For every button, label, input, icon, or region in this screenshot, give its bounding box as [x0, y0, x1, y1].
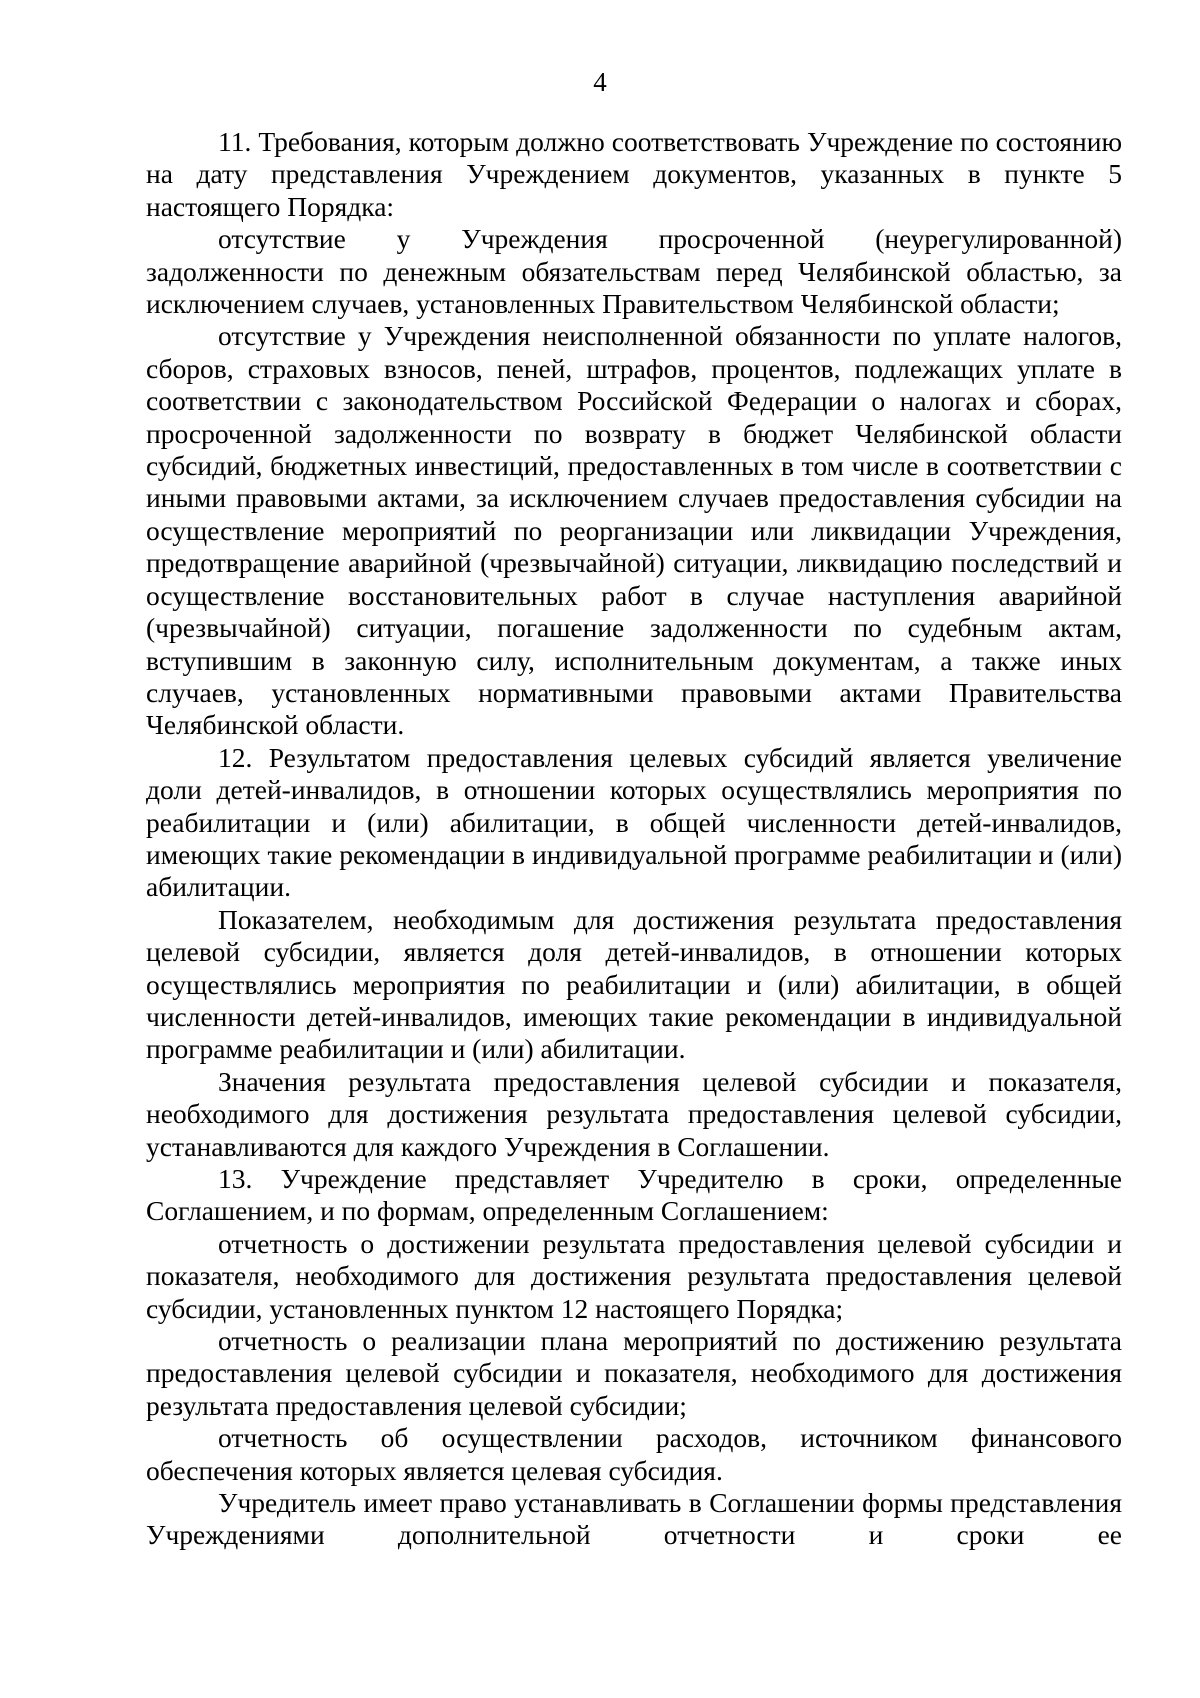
paragraph-report-expenses: отчетность об осуществлении расходов, источником финансового обеспечения которых является целевая субсидия.: [146, 1422, 1122, 1486]
paragraph-12-result: 12. Результатом предоставления целевых субсидий является увеличение доли детей-инвалидов, в отношении которых осуществлялись мероприятия по реабилитации и (или) абилитации, в общей численности детей-инвалидов, имеющих такие рекомендации в индивидуальной программе реабилитации и (или) абилитации.: [146, 741, 1122, 903]
page-number: 4: [593, 67, 607, 97]
paragraph-report-achievement: отчетность о достижении результата предоставления целевой субсидии и показателя, необходимого для достижения результата предоставления целевой субсидии, установленных пунктом 12 настоящего Порядка;: [146, 1227, 1122, 1324]
paragraph-no-unpaid-taxes: отсутствие у Учреждения неисполненной обязанности по уплате налогов, сборов, страховых взносов, пеней, штрафов, процентов, подлежащих уплате в соответствии с законодательством Российской Федерации о налогах и сборах, просроченной задолженности по возврату в бюджет Челябинской области субсидий, бюджетных инвестиций, предоставленных в том числе в соответствии с иными правовыми актами, за исключением случаев предоставления субсидии на осуществление мероприятий по реорганизации или ликвидации Учреждения, предотвращение аварийной (чрезвычайной) ситуации, ликвидацию последствий и осуществление восстановительных работ в случае наступления аварийной (чрезвычайной) ситуации, погашение задолженности по судебным актам, вступившим в законную силу, исполнительным документам, а также иных случаев, установленных нормативными правовыми актами Правительства Челябинской области.: [146, 320, 1122, 741]
paragraph-report-plan: отчетность о реализации плана мероприятий по достижению результата предоставления целевой субсидии и показателя, необходимого для достижения результата предоставления целевой субсидии;: [146, 1325, 1122, 1421]
document-body: [146, 126, 1122, 1552]
paragraph-no-overdue-debt: отсутствие у Учреждения просроченной (неурегулированной) задолженности по денежным обязательствам перед Челябинской областью, за исключением случаев, установленных Правительством Челябинской области;: [146, 223, 1122, 320]
paragraph-indicator: Показателем, необходимым для достижения результата предоставления целевой субсидии, является доля детей-инвалидов, в отношении которых осуществлялись мероприятия по реабилитации и (или) абилитации, в общей численности детей-инвалидов, имеющих такие рекомендации в индивидуальной программе реабилитации и (или) абилитации.: [146, 903, 1122, 1065]
paragraph-founder-right: Учредитель имеет право устанавливать в Соглашении формы представления Учреждениями дополнительной отчетности и сроки ее: [146, 1487, 1122, 1551]
paragraph-11-requirements: 11. Требования, которым должно соответствовать Учреждение по состоянию на дату представления Учреждением документов, указанных в пункте 5 настоящего Порядка:: [146, 126, 1122, 222]
paragraph-values-in-agreement: Значения результата предоставления целевой субсидии и показателя, необходимого для достижения результата предоставления целевой субсидии, устанавливаются для каждого Учреждения в Соглашении.: [146, 1065, 1122, 1162]
paragraph-13-reporting: 13. Учреждение представляет Учредителю в сроки, определенные Соглашением, и по формам, определенным Соглашением:: [146, 1163, 1122, 1227]
